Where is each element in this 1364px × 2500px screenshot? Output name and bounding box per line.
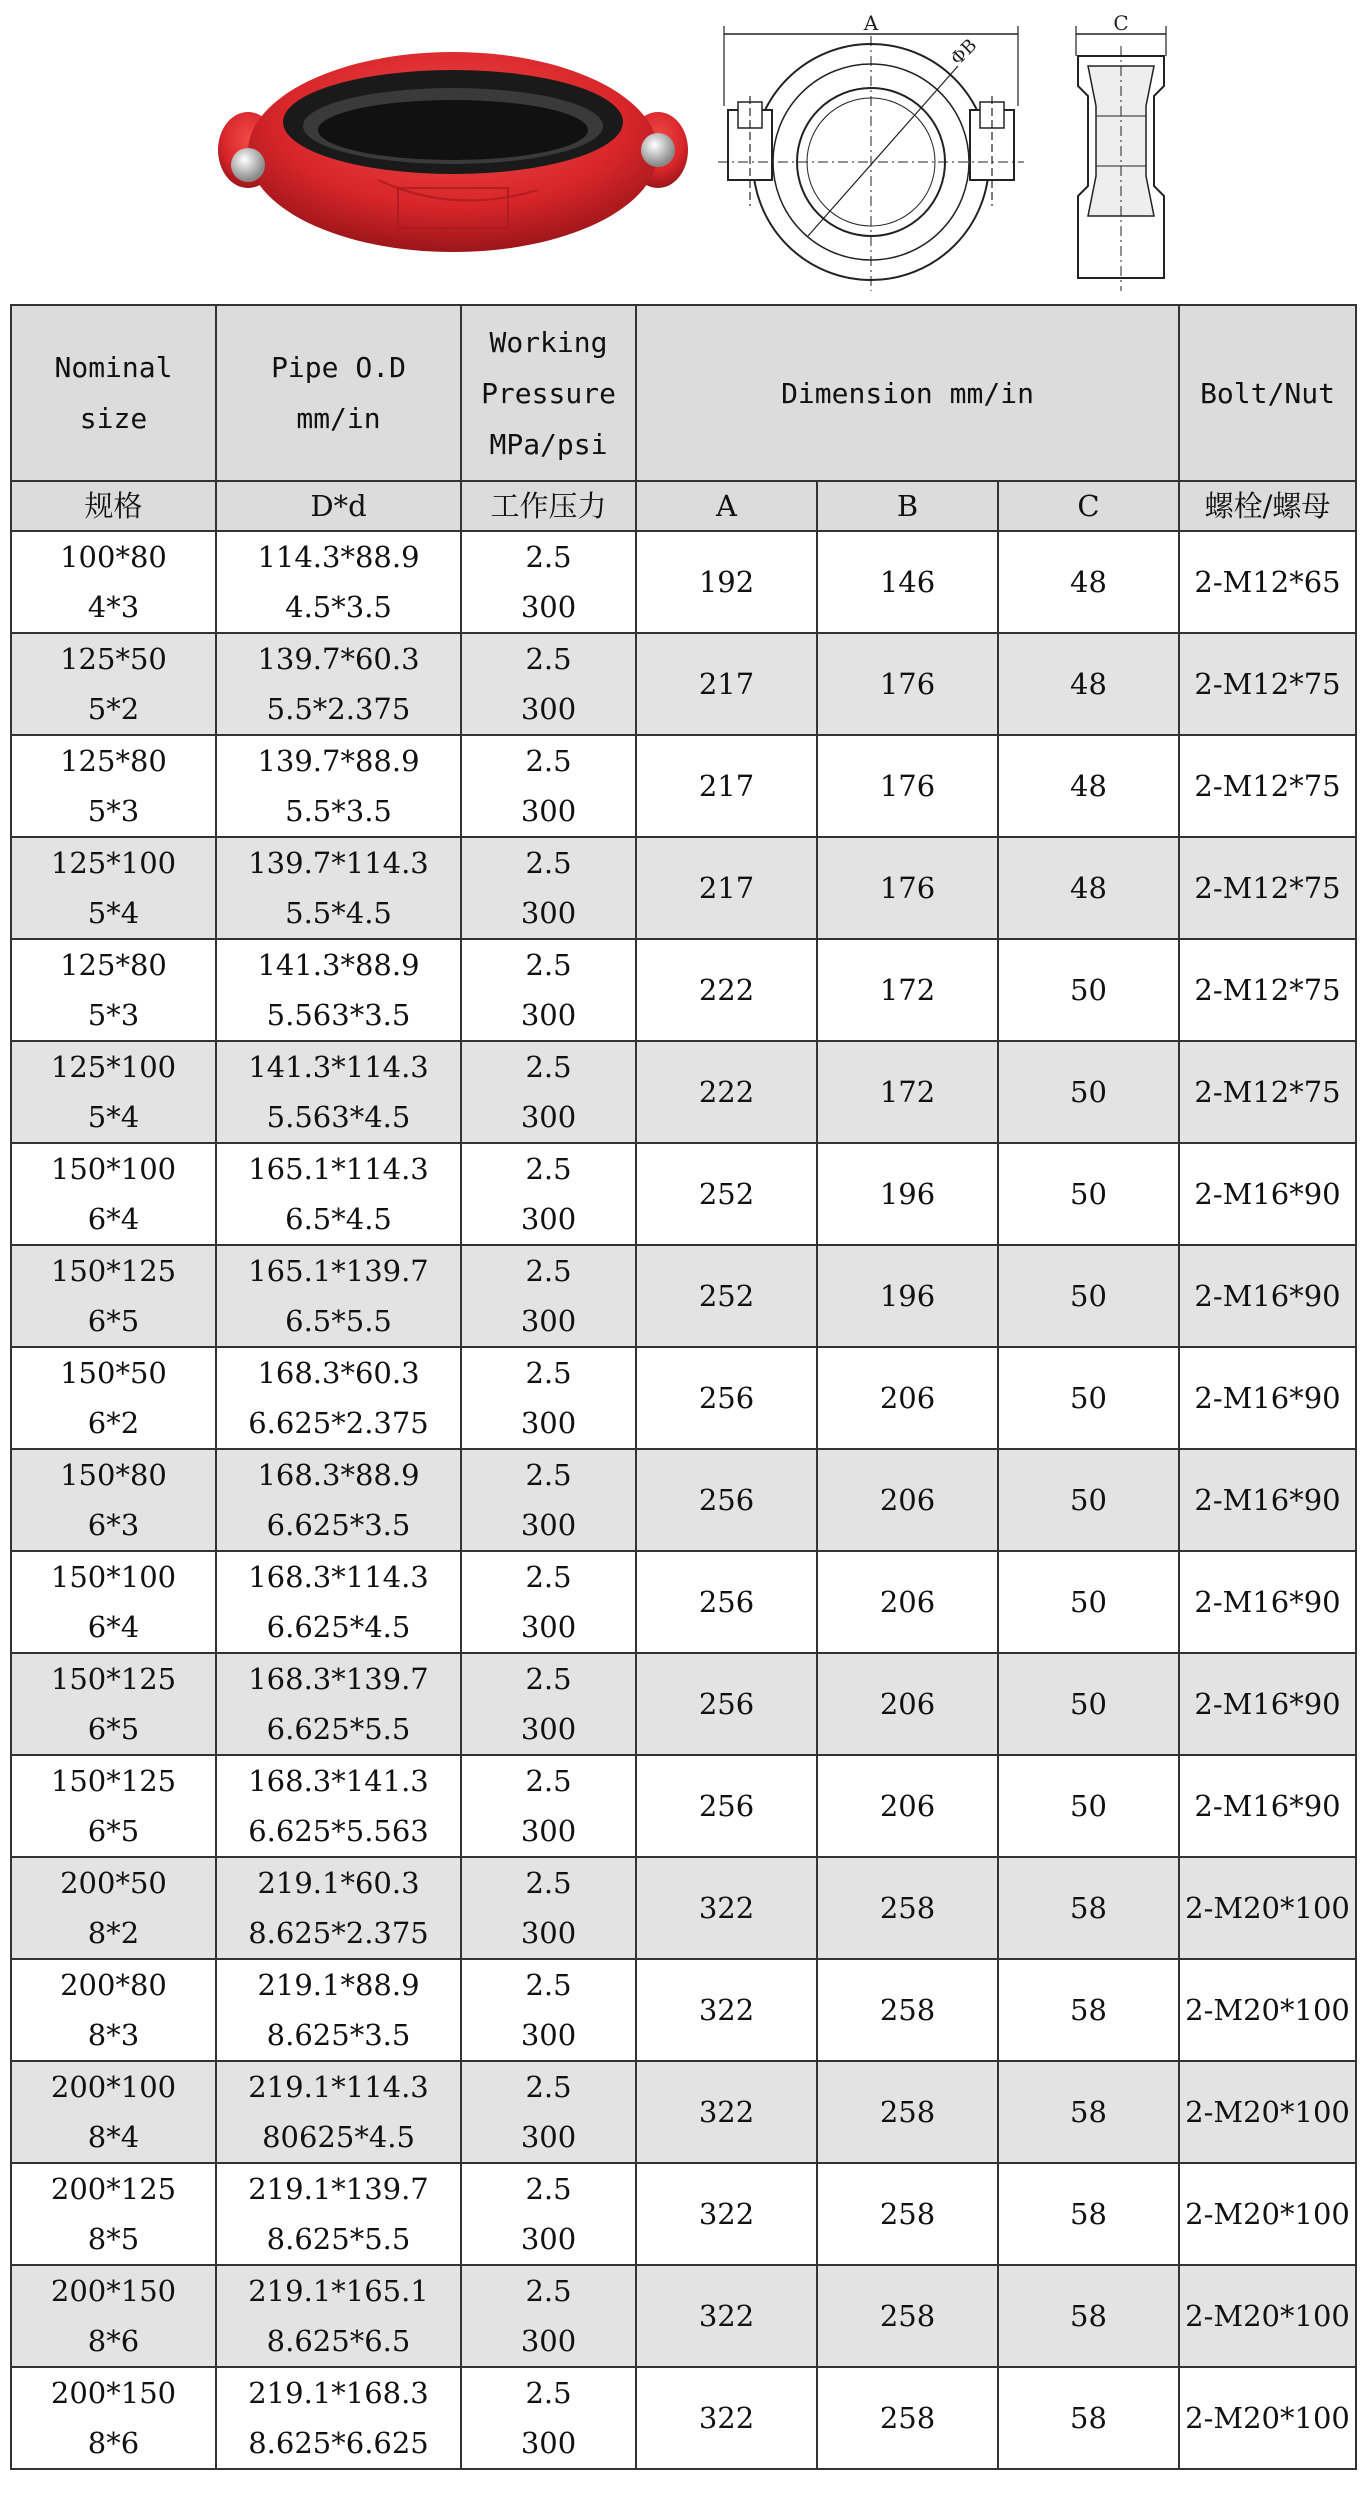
cell-pipe-od: 219.1*114.3 80625*4.5 bbox=[216, 2061, 461, 2163]
header-working-pressure: Working Pressure MPa/psi bbox=[461, 305, 636, 481]
cell-dimension-a: 217 bbox=[636, 837, 817, 939]
cell-working-pressure: 2.5 300 bbox=[461, 939, 636, 1041]
cell-dimension-a: 256 bbox=[636, 1653, 817, 1755]
cell-bolt-nut: 2-M16*90 bbox=[1179, 1551, 1356, 1653]
cell-bolt-nut: 2-M12*75 bbox=[1179, 837, 1356, 939]
cell-bolt-nut: 2-M20*100 bbox=[1179, 2163, 1356, 2265]
cell-dimension-c: 50 bbox=[998, 1755, 1179, 1857]
cell-dimension-a: 256 bbox=[636, 1755, 817, 1857]
cell-pipe-od: 141.3*88.9 5.563*3.5 bbox=[216, 939, 461, 1041]
cell-working-pressure: 2.5 300 bbox=[461, 1347, 636, 1449]
table-row bbox=[11, 1245, 1356, 1347]
cell-working-pressure: 2.5 300 bbox=[461, 1245, 636, 1347]
cell-dimension-b: 206 bbox=[817, 1755, 998, 1857]
cell-dimension-c: 58 bbox=[998, 2163, 1179, 2265]
cell-dimension-c: 50 bbox=[998, 1653, 1179, 1755]
cell-nominal-size: 200*100 8*4 bbox=[11, 2061, 216, 2163]
subheader-pipe: D*d bbox=[216, 481, 461, 531]
cell-dimension-a: 322 bbox=[636, 1857, 817, 1959]
cell-dimension-b: 206 bbox=[817, 1653, 998, 1755]
cell-dimension-b: 196 bbox=[817, 1143, 998, 1245]
cell-dimension-a: 252 bbox=[636, 1245, 817, 1347]
cell-dimension-b: 172 bbox=[817, 939, 998, 1041]
cell-nominal-size: 125*80 5*3 bbox=[11, 735, 216, 837]
subheader-a: A bbox=[636, 481, 817, 531]
cell-dimension-b: 206 bbox=[817, 1347, 998, 1449]
cell-nominal-size: 200*125 8*5 bbox=[11, 2163, 216, 2265]
cell-dimension-b: 172 bbox=[817, 1041, 998, 1143]
cell-dimension-c: 50 bbox=[998, 1347, 1179, 1449]
table-row bbox=[11, 633, 1356, 735]
cell-dimension-c: 50 bbox=[998, 1551, 1179, 1653]
coupling-photo bbox=[218, 40, 688, 270]
cell-working-pressure: 2.5 300 bbox=[461, 1755, 636, 1857]
cell-dimension-b: 206 bbox=[817, 1449, 998, 1551]
cell-nominal-size: 200*150 8*6 bbox=[11, 2265, 216, 2367]
cell-dimension-a: 322 bbox=[636, 2367, 817, 2469]
cell-nominal-size: 125*100 5*4 bbox=[11, 1041, 216, 1143]
cell-pipe-od: 139.7*114.3 5.5*4.5 bbox=[216, 837, 461, 939]
cell-working-pressure: 2.5 300 bbox=[461, 1449, 636, 1551]
cell-dimension-b: 146 bbox=[817, 531, 998, 633]
cell-dimension-c: 50 bbox=[998, 1041, 1179, 1143]
dim-label-c: C bbox=[1113, 11, 1129, 35]
cell-dimension-a: 222 bbox=[636, 939, 817, 1041]
header-bolt-nut: Bolt/Nut bbox=[1179, 305, 1356, 481]
cell-working-pressure: 2.5 300 bbox=[461, 2163, 636, 2265]
cell-working-pressure: 2.5 300 bbox=[461, 735, 636, 837]
cell-dimension-b: 258 bbox=[817, 2367, 998, 2469]
cell-working-pressure: 2.5 300 bbox=[461, 1143, 636, 1245]
cell-nominal-size: 125*100 5*4 bbox=[11, 837, 216, 939]
front-view-drawing bbox=[718, 6, 1038, 296]
table-row bbox=[11, 1653, 1356, 1755]
subheader-pressure: 工作压力 bbox=[461, 481, 636, 531]
cell-pipe-od: 168.3*141.3 6.625*5.563 bbox=[216, 1755, 461, 1857]
cell-bolt-nut: 2-M16*90 bbox=[1179, 1347, 1356, 1449]
cell-working-pressure: 2.5 300 bbox=[461, 1653, 636, 1755]
subheader-bolt: 螺栓/螺母 bbox=[1179, 481, 1356, 531]
cell-working-pressure: 2.5 300 bbox=[461, 2367, 636, 2469]
table-row bbox=[11, 2265, 1356, 2367]
cell-dimension-b: 176 bbox=[817, 837, 998, 939]
cell-bolt-nut: 2-M12*75 bbox=[1179, 735, 1356, 837]
cell-nominal-size: 125*50 5*2 bbox=[11, 633, 216, 735]
cell-working-pressure: 2.5 300 bbox=[461, 1551, 636, 1653]
cell-pipe-od: 139.7*88.9 5.5*3.5 bbox=[216, 735, 461, 837]
table-row bbox=[11, 1041, 1356, 1143]
cell-dimension-b: 196 bbox=[817, 1245, 998, 1347]
cell-dimension-a: 256 bbox=[636, 1347, 817, 1449]
cell-working-pressure: 2.5 300 bbox=[461, 1959, 636, 2061]
table-row bbox=[11, 1551, 1356, 1653]
cell-dimension-c: 48 bbox=[998, 531, 1179, 633]
cell-bolt-nut: 2-M20*100 bbox=[1179, 1857, 1356, 1959]
cell-working-pressure: 2.5 300 bbox=[461, 633, 636, 735]
cell-dimension-c: 58 bbox=[998, 1857, 1179, 1959]
cell-pipe-od: 168.3*114.3 6.625*4.5 bbox=[216, 1551, 461, 1653]
cell-dimension-b: 258 bbox=[817, 2163, 998, 2265]
cell-dimension-b: 258 bbox=[817, 1857, 998, 1959]
cell-dimension-b: 258 bbox=[817, 1959, 998, 2061]
cell-dimension-c: 58 bbox=[998, 2061, 1179, 2163]
cell-bolt-nut: 2-M16*90 bbox=[1179, 1245, 1356, 1347]
table-row bbox=[11, 939, 1356, 1041]
cell-nominal-size: 150*100 6*4 bbox=[11, 1143, 216, 1245]
table-row bbox=[11, 1959, 1356, 2061]
cell-pipe-od: 165.1*139.7 6.5*5.5 bbox=[216, 1245, 461, 1347]
cell-pipe-od: 219.1*168.3 8.625*6.625 bbox=[216, 2367, 461, 2469]
cell-bolt-nut: 2-M16*90 bbox=[1179, 1449, 1356, 1551]
table-row bbox=[11, 2061, 1356, 2163]
table-row bbox=[11, 1143, 1356, 1245]
cell-working-pressure: 2.5 300 bbox=[461, 837, 636, 939]
cell-dimension-a: 217 bbox=[636, 633, 817, 735]
cell-dimension-c: 58 bbox=[998, 2367, 1179, 2469]
table-row bbox=[11, 735, 1356, 837]
cell-working-pressure: 2.5 300 bbox=[461, 2265, 636, 2367]
cell-nominal-size: 200*80 8*3 bbox=[11, 1959, 216, 2061]
cell-pipe-od: 219.1*88.9 8.625*3.5 bbox=[216, 1959, 461, 2061]
cell-dimension-c: 50 bbox=[998, 1143, 1179, 1245]
cell-dimension-a: 192 bbox=[636, 531, 817, 633]
cell-dimension-c: 50 bbox=[998, 939, 1179, 1041]
table-row bbox=[11, 2367, 1356, 2469]
cell-nominal-size: 200*50 8*2 bbox=[11, 1857, 216, 1959]
table-row bbox=[11, 1347, 1356, 1449]
coupling-spec-table bbox=[10, 304, 1357, 2470]
cell-bolt-nut: 2-M16*90 bbox=[1179, 1755, 1356, 1857]
cell-nominal-size: 150*125 6*5 bbox=[11, 1245, 216, 1347]
cell-bolt-nut: 2-M12*75 bbox=[1179, 939, 1356, 1041]
cell-dimension-b: 258 bbox=[817, 2061, 998, 2163]
dim-label-b: ΦB bbox=[946, 34, 982, 70]
cell-dimension-a: 256 bbox=[636, 1551, 817, 1653]
cell-bolt-nut: 2-M12*75 bbox=[1179, 1041, 1356, 1143]
cell-working-pressure: 2.5 300 bbox=[461, 2061, 636, 2163]
cell-nominal-size: 200*150 8*6 bbox=[11, 2367, 216, 2469]
cell-pipe-od: 114.3*88.9 4.5*3.5 bbox=[216, 531, 461, 633]
cell-pipe-od: 168.3*88.9 6.625*3.5 bbox=[216, 1449, 461, 1551]
cell-nominal-size: 150*100 6*4 bbox=[11, 1551, 216, 1653]
subheader-row bbox=[11, 481, 1356, 531]
header-row bbox=[11, 305, 1356, 481]
header-nominal-size: Nominal size bbox=[11, 305, 216, 481]
cell-dimension-c: 48 bbox=[998, 735, 1179, 837]
cell-dimension-b: 258 bbox=[817, 2265, 998, 2367]
cell-working-pressure: 2.5 300 bbox=[461, 1857, 636, 1959]
side-view-drawing bbox=[1066, 6, 1176, 296]
cell-nominal-size: 150*125 6*5 bbox=[11, 1653, 216, 1755]
cell-bolt-nut: 2-M12*65 bbox=[1179, 531, 1356, 633]
dim-label-a: A bbox=[863, 11, 879, 35]
cell-dimension-a: 322 bbox=[636, 2265, 817, 2367]
cell-pipe-od: 139.7*60.3 5.5*2.375 bbox=[216, 633, 461, 735]
table-row bbox=[11, 837, 1356, 939]
subheader-b: B bbox=[817, 481, 998, 531]
subheader-nominal: 规格 bbox=[11, 481, 216, 531]
header-pipe-od: Pipe O.D mm/in bbox=[216, 305, 461, 481]
table-row bbox=[11, 1755, 1356, 1857]
cell-working-pressure: 2.5 300 bbox=[461, 1041, 636, 1143]
cell-working-pressure: 2.5 300 bbox=[461, 531, 636, 633]
cell-nominal-size: 150*125 6*5 bbox=[11, 1755, 216, 1857]
cell-dimension-a: 222 bbox=[636, 1041, 817, 1143]
cell-pipe-od: 165.1*114.3 6.5*4.5 bbox=[216, 1143, 461, 1245]
cell-pipe-od: 141.3*114.3 5.563*4.5 bbox=[216, 1041, 461, 1143]
cell-dimension-c: 50 bbox=[998, 1449, 1179, 1551]
cell-dimension-c: 48 bbox=[998, 837, 1179, 939]
cell-bolt-nut: 2-M16*90 bbox=[1179, 1653, 1356, 1755]
cell-bolt-nut: 2-M12*75 bbox=[1179, 633, 1356, 735]
cell-nominal-size: 150*80 6*3 bbox=[11, 1449, 216, 1551]
cell-bolt-nut: 2-M20*100 bbox=[1179, 2265, 1356, 2367]
cell-bolt-nut: 2-M20*100 bbox=[1179, 2061, 1356, 2163]
cell-dimension-a: 322 bbox=[636, 2061, 817, 2163]
cell-dimension-b: 176 bbox=[817, 633, 998, 735]
cell-dimension-a: 252 bbox=[636, 1143, 817, 1245]
cell-pipe-od: 168.3*139.7 6.625*5.5 bbox=[216, 1653, 461, 1755]
cell-dimension-c: 58 bbox=[998, 1959, 1179, 2061]
cell-dimension-a: 256 bbox=[636, 1449, 817, 1551]
table-row bbox=[11, 1449, 1356, 1551]
cell-nominal-size: 125*80 5*3 bbox=[11, 939, 216, 1041]
cell-dimension-c: 58 bbox=[998, 2265, 1179, 2367]
cell-nominal-size: 100*80 4*3 bbox=[11, 531, 216, 633]
table-row bbox=[11, 531, 1356, 633]
cell-dimension-c: 50 bbox=[998, 1245, 1179, 1347]
cell-pipe-od: 219.1*165.1 8.625*6.5 bbox=[216, 2265, 461, 2367]
cell-dimension-b: 176 bbox=[817, 735, 998, 837]
cell-dimension-a: 217 bbox=[636, 735, 817, 837]
cell-nominal-size: 150*50 6*2 bbox=[11, 1347, 216, 1449]
cell-dimension-a: 322 bbox=[636, 2163, 817, 2265]
cell-bolt-nut: 2-M20*100 bbox=[1179, 2367, 1356, 2469]
cell-dimension-b: 206 bbox=[817, 1551, 998, 1653]
subheader-c: C bbox=[998, 481, 1179, 531]
cell-pipe-od: 219.1*139.7 8.625*5.5 bbox=[216, 2163, 461, 2265]
cell-dimension-c: 48 bbox=[998, 633, 1179, 735]
product-figures bbox=[0, 0, 1364, 300]
cell-bolt-nut: 2-M16*90 bbox=[1179, 1143, 1356, 1245]
cell-pipe-od: 168.3*60.3 6.625*2.375 bbox=[216, 1347, 461, 1449]
table-row bbox=[11, 2163, 1356, 2265]
header-dimension: Dimension mm/in bbox=[636, 305, 1179, 481]
cell-pipe-od: 219.1*60.3 8.625*2.375 bbox=[216, 1857, 461, 1959]
cell-bolt-nut: 2-M20*100 bbox=[1179, 1959, 1356, 2061]
table-row bbox=[11, 1857, 1356, 1959]
cell-dimension-a: 322 bbox=[636, 1959, 817, 2061]
